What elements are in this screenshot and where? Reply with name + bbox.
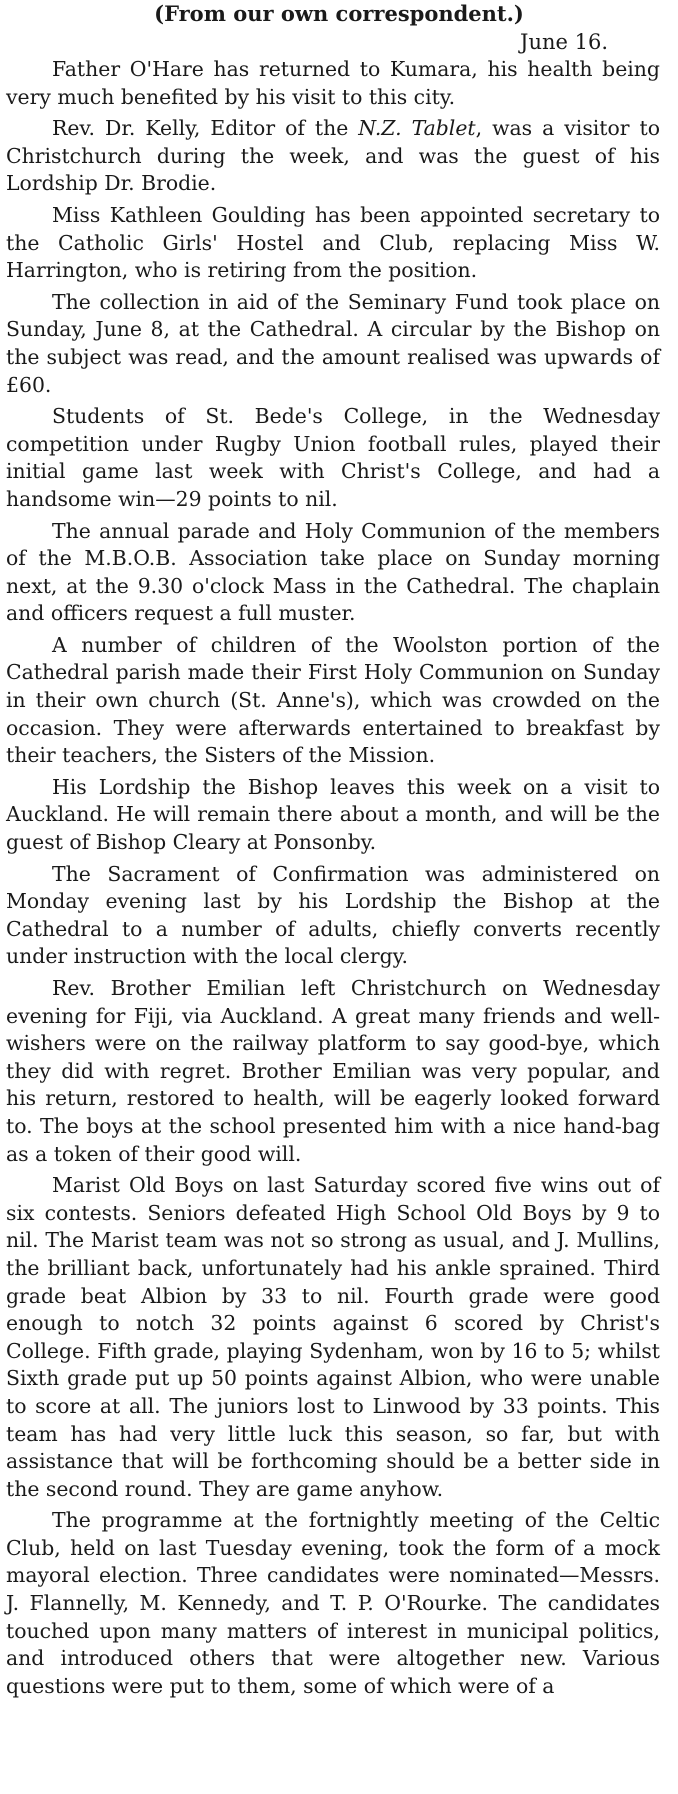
paragraph-celtic-club: The programme at the fortnightly meeting of the Celtic Club, held on last Tuesday evening, took the form of a mock mayoral election. Three candidates were nominated—Messrs. J. Flannelly, M. Kennedy, and T. P. O'Rourke. The candidates touched upon many matters of interest in municipal politics, and introduced others that were altogether new. Various questions were put to them, some of which were of a bbox=[6, 1508, 660, 1698]
publication-title: N.Z. Tablet bbox=[358, 116, 476, 141]
paragraph-marist-old-boys: Marist Old Boys on last Saturday scored five wins out of six contests. Seniors defeated High School Old Boys by 9 to nil. The Marist team was not so strong as usual, and J. Mullins, the brilliant back, unfortunately had his ankle sprained. Third grade beat Albion by 33 to nil. Fourth grade were good enough to notch 32 points against 6 scored by Christ's College. Fifth grade, playing Sydenham, won by 16 to 5; whilst Sixth grade put up 50 points against Albion, who were unable to score at all. The juniors lost to Linwood by 33 points. This team has had very little luck this season, so far, but with assistance that will be forthcoming should be a better side in the second round. They are game anyhow. bbox=[6, 1173, 660, 1501]
correspondent-heading: (From our own correspondent.) bbox=[154, 1, 524, 26]
paragraph-father-ohare: Father O'Hare has returned to Kumara, his health being very much benefited by his visit to this city. bbox=[6, 57, 660, 109]
paragraph-confirmation: The Sacrament of Confirmation was administered on Monday evening last by his Lordship the Bishop at the Cathedral to a number of adults, chiefly converts recently under instruction with the local clergy. bbox=[6, 861, 660, 969]
paragraph-text-before: Rev. Dr. Kelly, Editor of the bbox=[52, 116, 359, 141]
dateline: June 16. bbox=[520, 30, 608, 54]
paragraph-woolston-communion: A number of children of the Woolston portion of the Cathedral parish made their First Holy Communion on Sunday in their own church (St. Anne's), which was crowded on the occasion. They were afterwards entertained to breakfast by their teachers, the Sisters of the Mission. bbox=[6, 632, 660, 768]
paragraph-mbob-association: The annual parade and Holy Communion of the members of the M.B.O.B. Association take place on Sunday morning next, at the 9.30 o'clock Mass in the Cathedral. The chaplain and officers request a full muster. bbox=[6, 518, 660, 626]
paragraph-text-after: , was a visitor to Christchurch during the week, and was the guest of his Lordship Dr. Brodie. bbox=[6, 116, 660, 196]
paragraph-dr-kelly bbox=[6, 115, 660, 198]
paragraph-brother-emilian: Rev. Brother Emilian left Christchurch on Wednesday evening for Fiji, via Auckland. A great many friends and well-wishers were on the railway platform to say good-bye, which they did with regret. Brother Emilian was very popular, and his return, restored to health, will be eagerly looked forward to. The boys at the school presented him with a nice hand-bag as a token of their good will. bbox=[6, 976, 660, 1166]
paragraph-kathleen-goulding: Miss Kathleen Goulding has been appointed secretary to the Catholic Girls' Hostel and Club, replacing Miss W. Harrington, who is retiring from the position. bbox=[6, 202, 660, 283]
paragraph-bishop-auckland: His Lordship the Bishop leaves this week on a visit to Auckland. He will remain there about a month, and will be the guest of Bishop Cleary at Ponsonby. bbox=[6, 774, 660, 855]
paragraph-st-bedes-college: Students of St. Bede's College, in the Wednesday competition under Rugby Union football rules, played their initial game last week with Christ's College, and had a handsome win—29 points to nil. bbox=[6, 404, 660, 511]
news-column bbox=[6, 0, 660, 1704]
paragraph-seminary-fund: The collection in aid of the Seminary Fund took place on Sunday, June 8, at the Cathedral. A circular by the Bishop on the subject was read, and the amount realised was upwards of £60. bbox=[6, 289, 660, 397]
